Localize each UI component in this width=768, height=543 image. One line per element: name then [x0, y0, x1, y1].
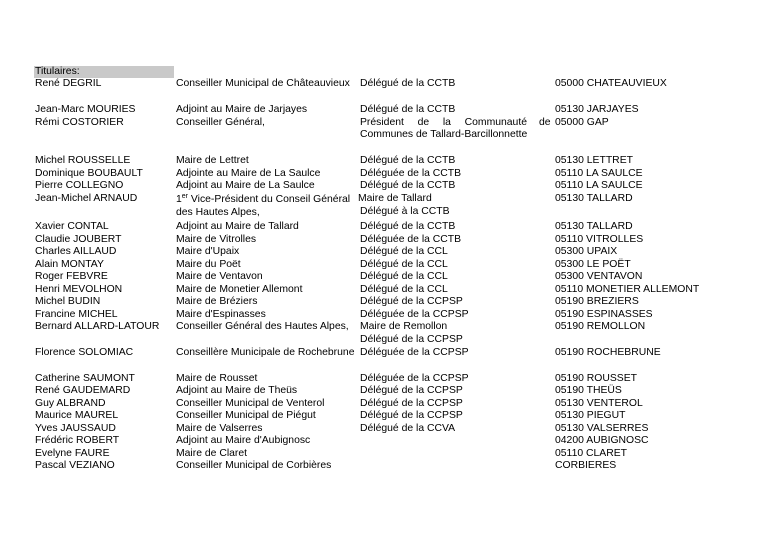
member-address: 05110 VITROLLES: [555, 234, 644, 245]
member-role: [176, 194, 350, 206]
member-address: 05190 THEÜS: [555, 385, 622, 396]
member-delegation: Déléguée de la CCTB: [360, 168, 462, 179]
member-delegation: Délégué de la CCTB: [360, 78, 456, 89]
member-delegation: Délégué de la CCTB: [360, 221, 456, 232]
member-role: Adjoint au Maire de Jarjayes: [176, 104, 308, 115]
member-address: 05130 TALLARD: [555, 193, 633, 204]
member-address: CORBIERES: [555, 460, 617, 471]
member-role: Maire de Lettret: [176, 155, 249, 166]
member-name: Alain MONTAY: [35, 259, 104, 270]
member-role: Conseiller Municipal de Venterol: [176, 398, 325, 409]
member-address: 05110 LA SAULCE: [555, 168, 643, 179]
member-address: 05110 MONETIER ALLEMONT: [555, 284, 700, 295]
delegation-continuation: de: [539, 117, 551, 128]
member-delegation: Délégué de la CCPSP: [360, 410, 463, 421]
member-address: 05110 CLARET: [555, 448, 628, 459]
member-name: Guy ALBRAND: [35, 398, 106, 409]
member-delegation: Déléguée de la CCTB: [360, 234, 462, 245]
member-role: Conseiller Général,: [176, 117, 265, 128]
member-delegation: Délégué de la CCPSP: [360, 296, 463, 307]
member-delegation: Déléguée de la CCPSP: [360, 347, 469, 358]
member-role: Conseiller Municipal de Piégut: [176, 410, 316, 421]
member-delegation: Délégué à la CCTB: [360, 206, 450, 217]
member-role: des Hautes Alpes,: [176, 207, 260, 218]
delegation-word: la: [442, 117, 451, 128]
member-role: Maire d'Upaix: [176, 246, 240, 257]
member-delegation: Déléguée de la CCPSP: [360, 309, 469, 320]
member-delegation: Délégué de la CCL: [360, 259, 448, 270]
member-role: Adjoint au Maire de La Saulce: [176, 180, 315, 191]
member-role: Conseiller Municipal de Châteauvieux: [176, 78, 350, 89]
member-name: René GAUDEMARD: [35, 385, 131, 396]
member-name: Maurice MAUREL: [35, 410, 119, 421]
member-delegation: Délégué de la CCTB: [360, 180, 456, 191]
member-role: Maire de Valserres: [176, 423, 263, 434]
member-delegation: Délégué de la CCPSP: [360, 385, 463, 396]
member-name: Rémi COSTORIER: [35, 117, 124, 128]
member-address: 05130 PIEGUT: [555, 410, 626, 421]
member-role: Maire de Bréziers: [176, 296, 258, 307]
member-name: Charles AILLAUD: [35, 246, 117, 257]
member-address: 05000 CHATEAUVIEUX: [555, 78, 667, 89]
member-delegation: [360, 117, 527, 129]
member-name: Henri MEVOLHON: [35, 284, 123, 295]
member-name: Yves JAUSSAUD: [35, 423, 116, 434]
member-address: 05130 TALLARD: [555, 221, 633, 232]
member-delegation: Délégué de la CCL: [360, 271, 448, 282]
member-name: Bernard ALLARD-LATOUR: [35, 321, 160, 332]
member-role: Adjoint au Maire de Tallard: [176, 221, 299, 232]
member-delegation: Délégué de la CCVA: [360, 423, 456, 434]
delegation-word: Président: [360, 117, 404, 128]
member-delegation: Délégué de la CCPSP: [360, 334, 463, 345]
member-name: Michel ROUSSELLE: [35, 155, 131, 166]
role-ordinal-suffix: er: [181, 193, 189, 200]
delegation-word: Communauté: [464, 117, 527, 128]
member-address: 04200 AUBIGNOSC: [555, 435, 649, 446]
member-address: 05300 VENTAVON: [555, 271, 643, 282]
member-name: Jean-Marc MOURIES: [35, 104, 136, 115]
role-ordinal: 1: [176, 194, 182, 205]
member-delegation: Maire de Remollon: [360, 321, 448, 332]
member-role: Maire d'Espinasses: [176, 309, 266, 320]
member-delegation: Délégué de la CCPSP: [360, 398, 463, 409]
member-address: 05130 VALSERRES: [555, 423, 649, 434]
member-delegation: Délégué de la CCL: [360, 246, 448, 257]
member-address: 05190 ROUSSET: [555, 373, 638, 384]
member-name: Frédéric ROBERT: [35, 435, 120, 446]
member-name: Pierre COLLEGNO: [35, 180, 124, 191]
member-delegation: Maire de Tallard: [358, 193, 432, 204]
member-name: Evelyne FAURE: [35, 448, 110, 459]
member-role: Adjointe au Maire de La Saulce: [176, 168, 321, 179]
member-role: Maire de Vitrolles: [176, 234, 257, 245]
member-address: 05300 UPAIX: [555, 246, 618, 257]
delegation-word: de: [417, 117, 430, 128]
member-address: 05190 ROCHEBRUNE: [555, 347, 661, 358]
member-address: 05130 LETTRET: [555, 155, 633, 166]
member-name: Pascal VEZIANO: [35, 460, 115, 471]
member-address: 05190 REMOLLON: [555, 321, 646, 332]
member-delegation: Déléguée de la CCPSP: [360, 373, 469, 384]
member-name: Claudie JOUBERT: [35, 234, 122, 245]
member-name: Catherine SAUMONT: [35, 373, 135, 384]
member-role: Maire du Poët: [176, 259, 241, 270]
member-name: Michel BUDIN: [35, 296, 101, 307]
member-name: René DEGRIL: [35, 78, 102, 89]
member-name: Dominique BOUBAULT: [35, 168, 143, 179]
member-role: Conseiller Municipal de Corbières: [176, 460, 332, 471]
member-role: Maire de Claret: [176, 448, 248, 459]
member-role: Conseillère Municipale de Rochebrune: [176, 347, 355, 358]
member-name: Roger FEBVRE: [35, 271, 108, 282]
member-role: Maire de Monetier Allemont: [176, 284, 303, 295]
member-address: 05190 BREZIERS: [555, 296, 639, 307]
member-role: Maire de Rousset: [176, 373, 258, 384]
role-text: Vice-Président du Conseil Général: [188, 194, 351, 205]
member-delegation: Délégué de la CCTB: [360, 155, 456, 166]
member-address: 05110 LA SAULCE: [555, 180, 643, 191]
member-role: Adjoint au Maire d'Aubignosc: [176, 435, 311, 446]
member-role: Conseiller Général des Hautes Alpes,: [176, 321, 349, 332]
member-delegation: Communes de Tallard-Barcillonnette: [360, 129, 528, 140]
member-name: Francine MICHEL: [35, 309, 118, 320]
section-title: Titulaires:: [35, 66, 80, 77]
member-address: 05000 GAP: [555, 117, 609, 128]
member-name: Florence SOLOMIAC: [35, 347, 134, 358]
member-address: 05130 JARJAYES: [555, 104, 639, 115]
member-name: Jean-Michel ARNAUD: [35, 193, 138, 204]
member-delegation: Délégué de la CCL: [360, 284, 448, 295]
member-address: 05300 LE POËT: [555, 259, 631, 270]
member-name: Xavier CONTAL: [35, 221, 109, 232]
member-delegation: Délégué de la CCTB: [360, 104, 456, 115]
member-address: 05190 ESPINASSES: [555, 309, 653, 320]
member-address: 05130 VENTEROL: [555, 398, 643, 409]
member-role: Maire de Ventavon: [176, 271, 263, 282]
member-role: Adjoint au Maire de Theüs: [176, 385, 298, 396]
